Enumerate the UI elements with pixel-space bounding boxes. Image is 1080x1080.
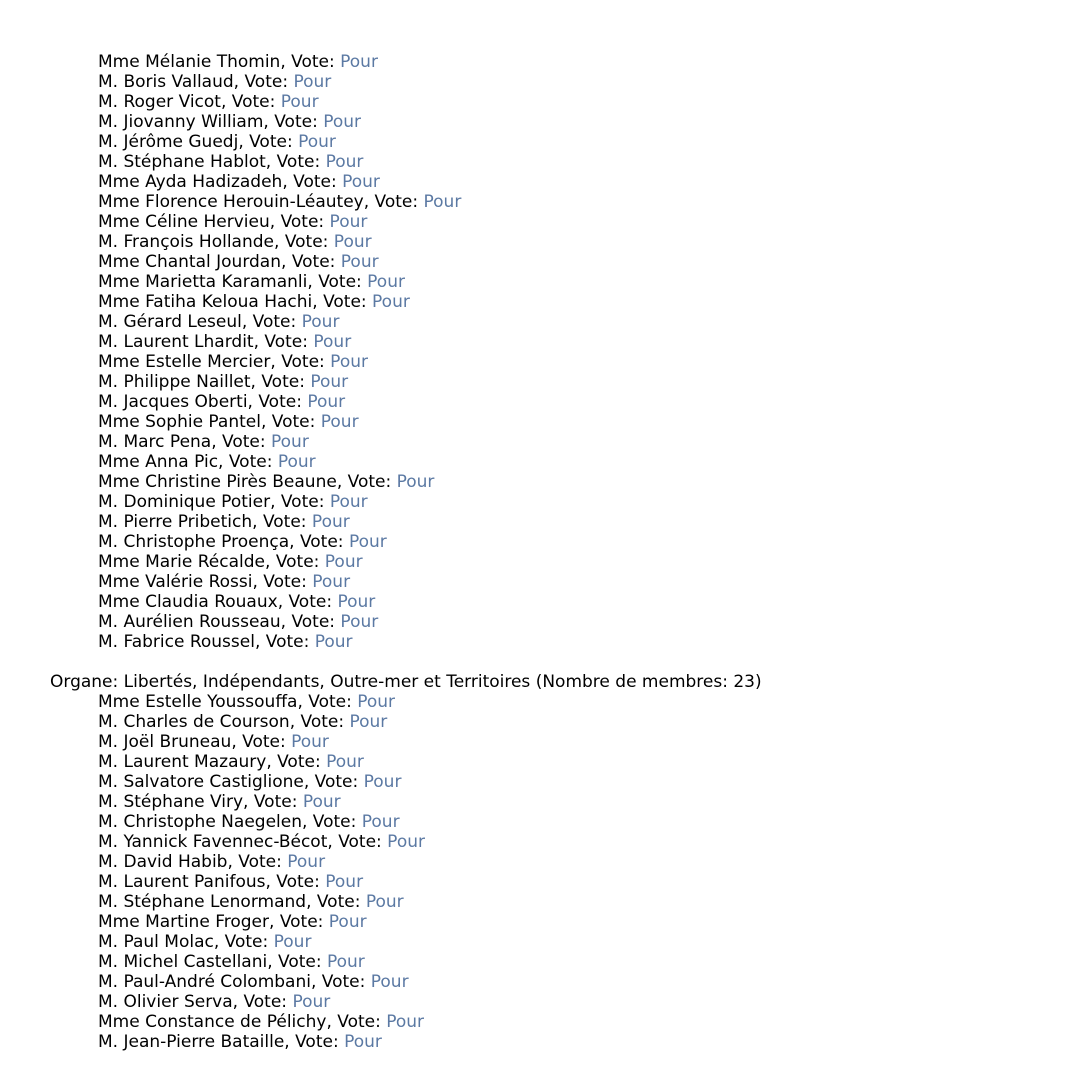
vote-value: Pour [273, 932, 312, 952]
vote-separator: , [307, 272, 319, 292]
vote-label: Vote: [228, 452, 278, 472]
vote-label: Vote: [299, 532, 349, 552]
member-name: Mme Estelle Youssouffa [98, 692, 298, 712]
vote-label: Vote: [316, 892, 366, 912]
member-vote-line [0, 592, 1080, 612]
member-vote-line [0, 72, 1080, 92]
member-name: M. Jérôme Guedj [98, 132, 239, 152]
member-name: M. Boris Vallaud [98, 72, 234, 92]
vote-value: Pour [324, 552, 363, 572]
member-name: Mme Ayda Hadizadeh [98, 172, 283, 192]
vote-separator: , [254, 632, 266, 652]
member-vote-line [0, 972, 1080, 992]
vote-separator: , [265, 872, 277, 892]
member-name: M. Fabrice Roussel [98, 632, 255, 652]
vote-separator: , [265, 152, 277, 172]
vote-separator: , [231, 732, 243, 752]
vote-value: Pour [361, 812, 400, 832]
member-name: M. Marc Pena [98, 432, 212, 452]
vote-value: Pour [349, 712, 388, 732]
vote-label: Vote: [244, 72, 294, 92]
member-vote-line [0, 712, 1080, 732]
vote-label: Vote: [314, 772, 364, 792]
vote-value: Pour [372, 292, 410, 312]
vote-value: Pour [280, 92, 319, 112]
vote-label: Vote: [263, 572, 313, 592]
vote-value: Pour [325, 152, 364, 172]
vote-label: Vote: [271, 412, 321, 432]
member-vote-line [0, 752, 1080, 772]
member-name: M. Christophe Naegelen [98, 812, 302, 832]
member-name: M. Philippe Naillet [98, 372, 251, 392]
member-name: Mme Valérie Rossi [98, 572, 253, 592]
vote-label: Vote: [265, 632, 315, 652]
group1-member-list [0, 52, 1080, 652]
vote-value: Pour [326, 752, 364, 772]
vote-separator: , [363, 192, 375, 212]
member-name: Mme Martine Froger [98, 912, 269, 932]
member-name: M. Charles de Courson [98, 712, 290, 732]
vote-separator: , [266, 752, 278, 772]
member-vote-line [0, 292, 1080, 312]
vote-label: Vote: [252, 312, 302, 332]
member-vote-line [0, 1012, 1080, 1032]
vote-separator: , [213, 932, 225, 952]
member-name: M. Stéphane Lenormand [98, 892, 307, 912]
member-vote-line [0, 732, 1080, 752]
vote-label: Vote: [224, 932, 274, 952]
vote-value: Pour [363, 772, 402, 792]
member-name: M. Laurent Mazaury [98, 752, 267, 772]
member-name: M. Jacques Oberti [98, 392, 248, 412]
member-vote-line [0, 352, 1080, 372]
vote-label: Vote: [284, 232, 334, 252]
vote-label: Vote: [295, 1032, 345, 1052]
vote-label: Vote: [308, 692, 358, 712]
member-vote-line [0, 892, 1080, 912]
member-name: M. Michel Castellani [98, 952, 268, 972]
vote-separator: , [252, 512, 263, 532]
member-vote-line [0, 392, 1080, 412]
vote-separator: , [310, 972, 322, 992]
member-vote-line [0, 912, 1080, 932]
member-name: Mme Marietta Karamanli [98, 272, 308, 292]
vote-label: Vote: [337, 1012, 387, 1032]
member-vote-line [0, 92, 1080, 112]
group2-member-list [0, 692, 1080, 1052]
vote-label: Vote: [338, 832, 388, 852]
member-vote-line [0, 852, 1080, 872]
vote-value: Pour [302, 792, 341, 812]
vote-separator: , [289, 532, 300, 552]
member-vote-line [0, 792, 1080, 812]
member-name: M. Paul Molac [98, 932, 214, 952]
member-vote-line [0, 452, 1080, 472]
member-name: M. François Hollande [98, 232, 275, 252]
member-name: M. Dominique Potier [98, 492, 271, 512]
vote-label: Vote: [291, 612, 341, 632]
vote-value: Pour [314, 632, 353, 652]
vote-label: Vote: [261, 372, 311, 392]
member-name: Mme Estelle Mercier [98, 352, 271, 372]
organe-heading: Organe: Libertés, Indépendants, Outre-mer et Territoires (Nombre de membres: 23) [50, 672, 762, 692]
vote-value: Pour [340, 612, 379, 632]
vote-value: Pour [307, 392, 346, 412]
vote-value: Pour [277, 452, 316, 472]
vote-value: Pour [340, 52, 378, 72]
vote-separator: , [233, 72, 245, 92]
vote-label: Vote: [243, 992, 293, 1012]
vote-separator: , [238, 132, 250, 152]
vote-value: Pour [340, 252, 379, 272]
vote-label: Vote: [300, 712, 350, 732]
vote-separator: , [270, 492, 281, 512]
vote-separator: , [277, 592, 289, 612]
vote-value: Pour [293, 72, 332, 92]
member-name: Mme Claudia Rouaux [98, 592, 278, 612]
vote-label: Vote: [279, 912, 329, 932]
member-name: M. Stéphane Viry [98, 792, 244, 812]
vote-value: Pour [344, 1032, 382, 1052]
vote-value: Pour [329, 492, 368, 512]
member-vote-line [0, 532, 1080, 552]
vote-separator: , [280, 52, 292, 72]
vote-value: Pour [386, 1012, 425, 1032]
vote-separator: , [301, 812, 313, 832]
vote-label: Vote: [318, 272, 368, 292]
vote-separator: , [280, 612, 292, 632]
member-vote-line [0, 132, 1080, 152]
member-name: M. Stéphane Hablot [98, 152, 266, 172]
vote-separator: , [227, 852, 239, 872]
member-vote-line [0, 432, 1080, 452]
vote-value: Pour [337, 592, 376, 612]
vote-separator: , [303, 772, 315, 792]
vote-value: Pour [330, 352, 368, 372]
member-vote-line [0, 952, 1080, 972]
member-vote-line [0, 192, 1080, 212]
vote-label: Vote: [258, 392, 308, 412]
vote-separator: , [232, 992, 244, 1012]
vote-separator: , [269, 912, 280, 932]
member-name: Mme Mélanie Thomin [98, 52, 281, 72]
member-vote-line [0, 272, 1080, 292]
member-name: M. Jean-Pierre Bataille [98, 1032, 285, 1052]
vote-value: Pour [312, 572, 351, 592]
vote-separator: , [289, 712, 301, 732]
member-name: M. Laurent Lhardit [98, 332, 254, 352]
vote-value: Pour [387, 832, 425, 852]
vote-label: Vote: [249, 132, 299, 152]
vote-separator: , [241, 312, 253, 332]
vote-separator: , [265, 552, 276, 572]
vote-value: Pour [333, 232, 372, 252]
vote-value: Pour [370, 972, 409, 992]
member-name: Mme Sophie Pantel [98, 412, 261, 432]
vote-value: Pour [396, 472, 435, 492]
vote-label: Vote: [238, 852, 288, 872]
member-name: M. Aurélien Rousseau [98, 612, 281, 632]
vote-separator: , [312, 292, 324, 312]
vote-label: Vote: [291, 252, 341, 272]
vote-value: Pour [367, 272, 405, 292]
member-name: M. Paul-André Colombani [98, 972, 311, 992]
vote-value: Pour [292, 992, 331, 1012]
member-name: Mme Céline Hervieu [98, 212, 270, 232]
vote-label: Vote: [280, 212, 330, 232]
member-vote-line [0, 512, 1080, 532]
vote-separator: , [218, 452, 229, 472]
member-vote-line [0, 832, 1080, 852]
member-vote-line [0, 772, 1080, 792]
member-name: M. Joël Bruneau [98, 732, 232, 752]
vote-value: Pour [310, 372, 349, 392]
vote-label: Vote: [312, 812, 362, 832]
member-vote-line [0, 1032, 1080, 1052]
vote-value: Pour [311, 512, 350, 532]
vote-value: Pour [328, 912, 367, 932]
member-vote-line [0, 932, 1080, 952]
vote-separator: , [274, 232, 285, 252]
vote-value: Pour [423, 192, 462, 212]
member-name: M. Jiovanny William [98, 112, 264, 132]
member-vote-line [0, 472, 1080, 492]
vote-value: Pour [313, 332, 352, 352]
member-vote-line [0, 552, 1080, 572]
vote-label: Vote: [323, 292, 373, 312]
vote-value: Pour [329, 212, 368, 232]
member-name: Mme Chantal Jourdan [98, 252, 281, 272]
vote-separator: , [306, 892, 317, 912]
vote-value: Pour [271, 432, 309, 452]
vote-value: Pour [323, 112, 362, 132]
vote-document [0, 52, 1080, 1052]
vote-label: Vote: [276, 872, 326, 892]
vote-separator: , [263, 112, 275, 132]
member-name: M. David Habib [98, 852, 228, 872]
member-vote-line [0, 612, 1080, 632]
vote-label: Vote: [253, 792, 303, 812]
vote-separator: , [281, 252, 292, 272]
member-vote-line [0, 252, 1080, 272]
vote-label: Vote: [374, 192, 424, 212]
member-name: M. Yannick Favennec-Bécot [98, 832, 328, 852]
vote-separator: , [247, 392, 259, 412]
vote-separator: , [270, 352, 282, 372]
section-spacer [0, 652, 1080, 672]
vote-value: Pour [357, 692, 396, 712]
vote-separator: , [326, 1012, 338, 1032]
member-vote-line [0, 812, 1080, 832]
member-name: Mme Marie Récalde [98, 552, 265, 572]
vote-label: Vote: [347, 472, 397, 492]
vote-separator: , [220, 92, 232, 112]
vote-label: Vote: [276, 152, 326, 172]
member-vote-line [0, 692, 1080, 712]
vote-value: Pour [342, 172, 380, 192]
member-name: Mme Anna Pic [98, 452, 219, 472]
member-vote-line [0, 372, 1080, 392]
member-vote-line [0, 172, 1080, 192]
member-name: Mme Florence Herouin-Léautey [98, 192, 364, 212]
vote-label: Vote: [262, 512, 312, 532]
vote-value: Pour [320, 412, 359, 432]
member-vote-line [0, 992, 1080, 1012]
member-vote-line [0, 232, 1080, 252]
vote-separator: , [284, 1032, 296, 1052]
vote-label: Vote: [264, 332, 314, 352]
vote-separator: , [252, 572, 264, 592]
vote-label: Vote: [277, 752, 327, 772]
vote-label: Vote: [275, 552, 325, 572]
vote-label: Vote: [222, 432, 272, 452]
member-vote-line [0, 212, 1080, 232]
member-vote-line [0, 332, 1080, 352]
member-name: M. Laurent Panifous [98, 872, 266, 892]
vote-label: Vote: [321, 972, 371, 992]
member-vote-line [0, 572, 1080, 592]
vote-value: Pour [298, 132, 336, 152]
member-name: Mme Constance de Pélichy [98, 1012, 327, 1032]
vote-value: Pour [348, 532, 387, 552]
vote-label: Vote: [291, 52, 341, 72]
vote-label: Vote: [281, 352, 331, 372]
member-vote-line [0, 312, 1080, 332]
member-vote-line [0, 112, 1080, 132]
member-vote-line [0, 412, 1080, 432]
vote-separator: , [211, 432, 223, 452]
member-name: M. Christophe Proença [98, 532, 290, 552]
vote-separator: , [269, 212, 281, 232]
vote-label: Vote: [231, 92, 281, 112]
vote-label: Vote: [278, 952, 327, 972]
member-name: M. Pierre Pribetich [98, 512, 253, 532]
vote-label: Vote: [280, 492, 330, 512]
vote-separator: , [267, 952, 279, 972]
member-vote-line [0, 52, 1080, 72]
member-name: M. Salvatore Castiglione [98, 772, 304, 792]
vote-value: Pour [325, 872, 364, 892]
member-name: M. Roger Vicot [98, 92, 221, 112]
member-vote-line [0, 492, 1080, 512]
vote-value: Pour [301, 312, 340, 332]
member-vote-line [0, 872, 1080, 892]
member-name: M. Gérard Leseul [98, 312, 242, 332]
vote-separator: , [260, 412, 272, 432]
member-name: M. Olivier Serva [98, 992, 233, 1012]
vote-value: Pour [291, 732, 329, 752]
member-name: Mme Christine Pirès Beaune [98, 472, 337, 492]
vote-label: Vote: [274, 112, 324, 132]
vote-value: Pour [365, 892, 404, 912]
vote-value: Pour [287, 852, 326, 872]
vote-separator: , [250, 372, 262, 392]
vote-separator: , [243, 792, 254, 812]
vote-label: Vote: [288, 592, 338, 612]
vote-value: Pour [326, 952, 365, 972]
member-vote-line [0, 152, 1080, 172]
vote-separator: , [336, 472, 348, 492]
vote-separator: , [253, 332, 265, 352]
vote-separator: , [282, 172, 294, 192]
vote-separator: , [297, 692, 309, 712]
member-name: Mme Fatiha Keloua Hachi [98, 292, 313, 312]
member-vote-line [0, 632, 1080, 652]
vote-separator: , [327, 832, 339, 852]
vote-label: Vote: [293, 172, 343, 192]
vote-label: Vote: [242, 732, 292, 752]
